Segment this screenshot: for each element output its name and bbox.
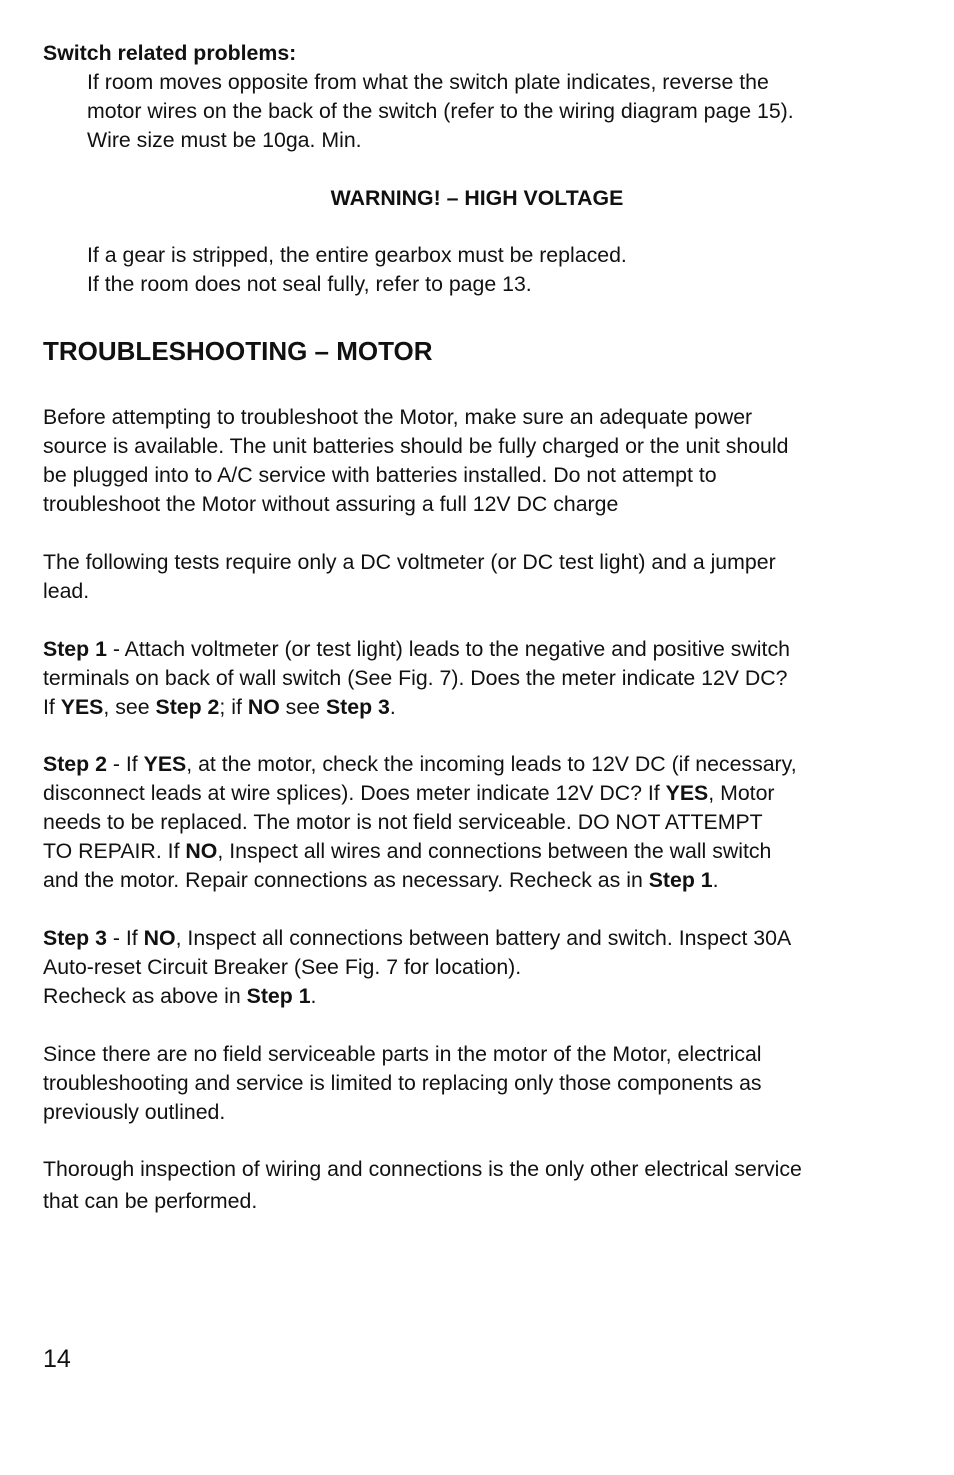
step3-line-3: Recheck as above in Step 1. (43, 984, 317, 1008)
step3-line-2: Auto-reset Circuit Breaker (See Fig. 7 for location). (43, 955, 522, 979)
switch-problems-line-2: motor wires on the back of the switch (refer to the wiring diagram page 15). (87, 99, 794, 123)
page-number: 14 (43, 1345, 71, 1373)
step1-line-2: terminals on back of wall switch (See Fig. 7). Does the meter indicate 12V DC? (43, 666, 788, 690)
step1-line-1: Step 1 - Attach voltmeter (or test light) leads to the negative and positive switch (43, 637, 790, 661)
switch-problems-heading: Switch related problems: (43, 41, 297, 65)
section-title: TROUBLESHOOTING – MOTOR (43, 336, 433, 366)
closing1-line-3: previously outlined. (43, 1100, 226, 1124)
step2-line-4: TO REPAIR. If NO, Inspect all wires and connections between the wall switch (43, 839, 772, 863)
step1-line-3: If YES, see Step 2; if NO see Step 3. (43, 695, 396, 719)
tests-line-2: lead. (43, 579, 90, 603)
tests-line-1: The following tests require only a DC voltmeter (or DC test light) and a jumper (43, 550, 776, 574)
step2-line-3: needs to be replaced. The motor is not field serviceable. DO NOT ATTEMPT (43, 810, 763, 834)
closing1-line-2: troubleshooting and service is limited to replacing only those components as (43, 1071, 762, 1095)
intro-line-2: source is available. The unit batteries should be fully charged or the unit should (43, 434, 789, 458)
switch-problems-line-3: Wire size must be 10ga. Min. (87, 128, 362, 152)
step2-label: Step 2 (43, 752, 107, 776)
step1-label: Step 1 (43, 637, 107, 661)
gearbox-note: If a gear is stripped, the entire gearbox must be replaced. (87, 243, 627, 267)
intro-line-3: be plugged into to A/C service with batteries installed. Do not attempt to (43, 463, 717, 487)
step3-label: Step 3 (43, 926, 107, 950)
step2-line-2: disconnect leads at wire splices). Does meter indicate 12V DC? If YES, Motor (43, 781, 775, 805)
closing2-line-1: Thorough inspection of wiring and connections is the only other electrical service (43, 1157, 802, 1181)
high-voltage-warning: WARNING! – HIGH VOLTAGE (330, 186, 624, 210)
switch-problems-line-1: If room moves opposite from what the switch plate indicates, reverse the (87, 70, 769, 94)
intro-line-1: Before attempting to troubleshoot the Motor, make sure an adequate power (43, 405, 753, 429)
closing2-line-2: that can be performed. (43, 1189, 258, 1213)
step3-line-1: Step 3 - If NO, Inspect all connections between battery and switch. Inspect 30A (43, 926, 792, 950)
intro-line-4: troubleshoot the Motor without assuring a full 12V DC charge (43, 492, 619, 516)
step2-line-5: and the motor. Repair connections as necessary. Recheck as in Step 1. (43, 868, 719, 892)
seal-note: If the room does not seal fully, refer to page 13. (87, 272, 532, 296)
step2-line-1: Step 2 - If YES, at the motor, check the incoming leads to 12V DC (if necessary, (43, 752, 797, 776)
closing1-line-1: Since there are no field serviceable parts in the motor of the Motor, electrical (43, 1042, 762, 1066)
